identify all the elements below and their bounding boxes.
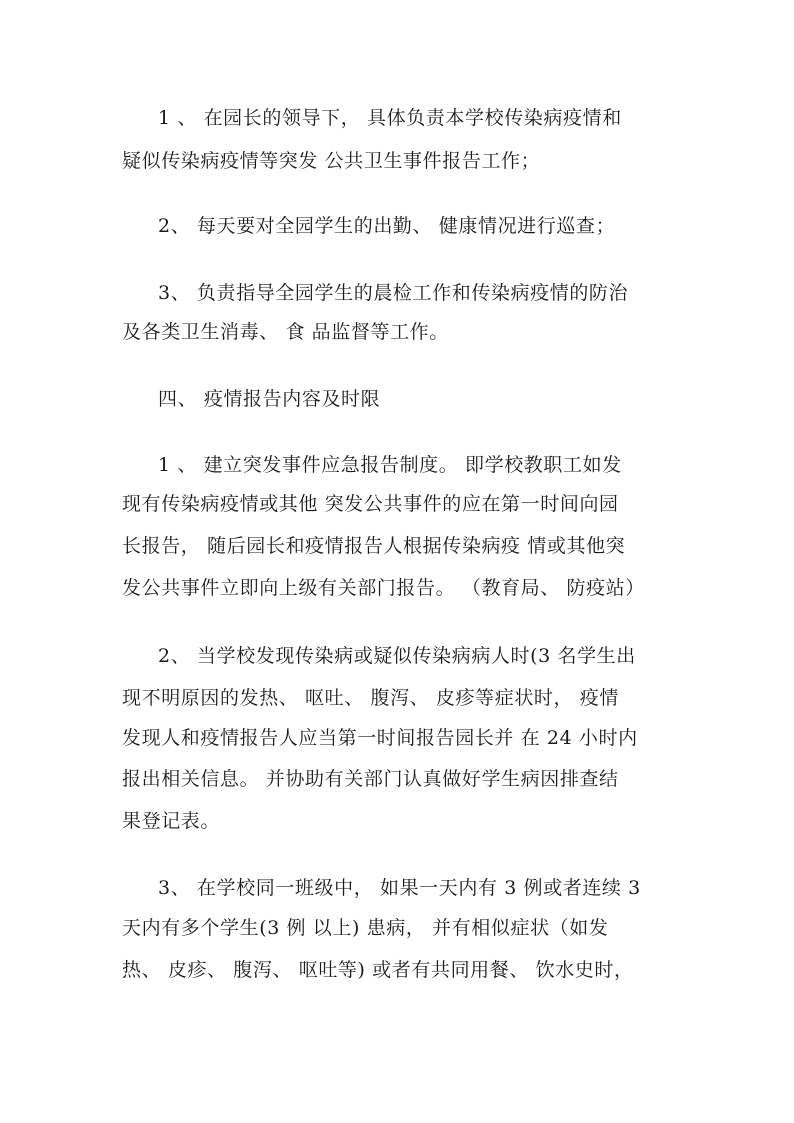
paragraph-line: 现有传染病疫情或其他 突发公共事件的应在第一时间向园 (122, 493, 619, 515)
paragraph-line: 1 、 建立突发事件应急报告制度。 即学校教职工如发 (158, 454, 622, 476)
paragraph-line: 热、 皮疹、 腹泻、 呕吐等) 或者有共同用餐、 饮水史时， (122, 959, 634, 981)
paragraph-line: 果登记表。 (122, 810, 221, 832)
section-heading: 四、 疫情报告内容及时限 (158, 388, 381, 410)
paragraph-line: 天内有多个学生(3 例 以上) 患病， 并有相似症状（如发 (122, 917, 609, 939)
paragraph-line: 2、 当学校发现传染病或疑似传染病病人时(3 名学生出 (158, 645, 636, 667)
paragraph-line: 1 、 在园长的领导下， 具体负责本学校传染病疫情和 (158, 107, 622, 129)
paragraph-line: 发公共事件立即向上级有关部门报告。 （教育局、 防疫站） (122, 577, 645, 599)
paragraph-line: 疑似传染病疫情等突发 公共卫生事件报告工作； (122, 150, 541, 172)
paragraph-line: 报出相关信息。 并协助有关部门认真做好学生病因排查结 (122, 768, 619, 790)
paragraph-line: 长报告， 随后园长和疫情报告人根据传染病疫 情或其他突 (122, 535, 626, 557)
paragraph-line: 及各类卫生消毒、 食 品监督等工作。 (122, 321, 449, 343)
paragraph-line: 3、 负责指导全园学生的晨检工作和传染病疫情的防治 (158, 282, 629, 304)
paragraph-line: 3、 在学校同一班级中， 如果一天内有 3 例或者连续 3 (158, 877, 641, 899)
paragraph-line: 2、 每天要对全园学生的出勤、 健康情况进行巡查； (158, 215, 616, 237)
paragraph-line: 发现人和疫情报告人应当第一时间报告园长并 在 24 小时内 (122, 727, 638, 749)
paragraph-line: 现不明原因的发热、 呕吐、 腹泻、 皮疹等症状时， 疫情 (122, 687, 619, 709)
